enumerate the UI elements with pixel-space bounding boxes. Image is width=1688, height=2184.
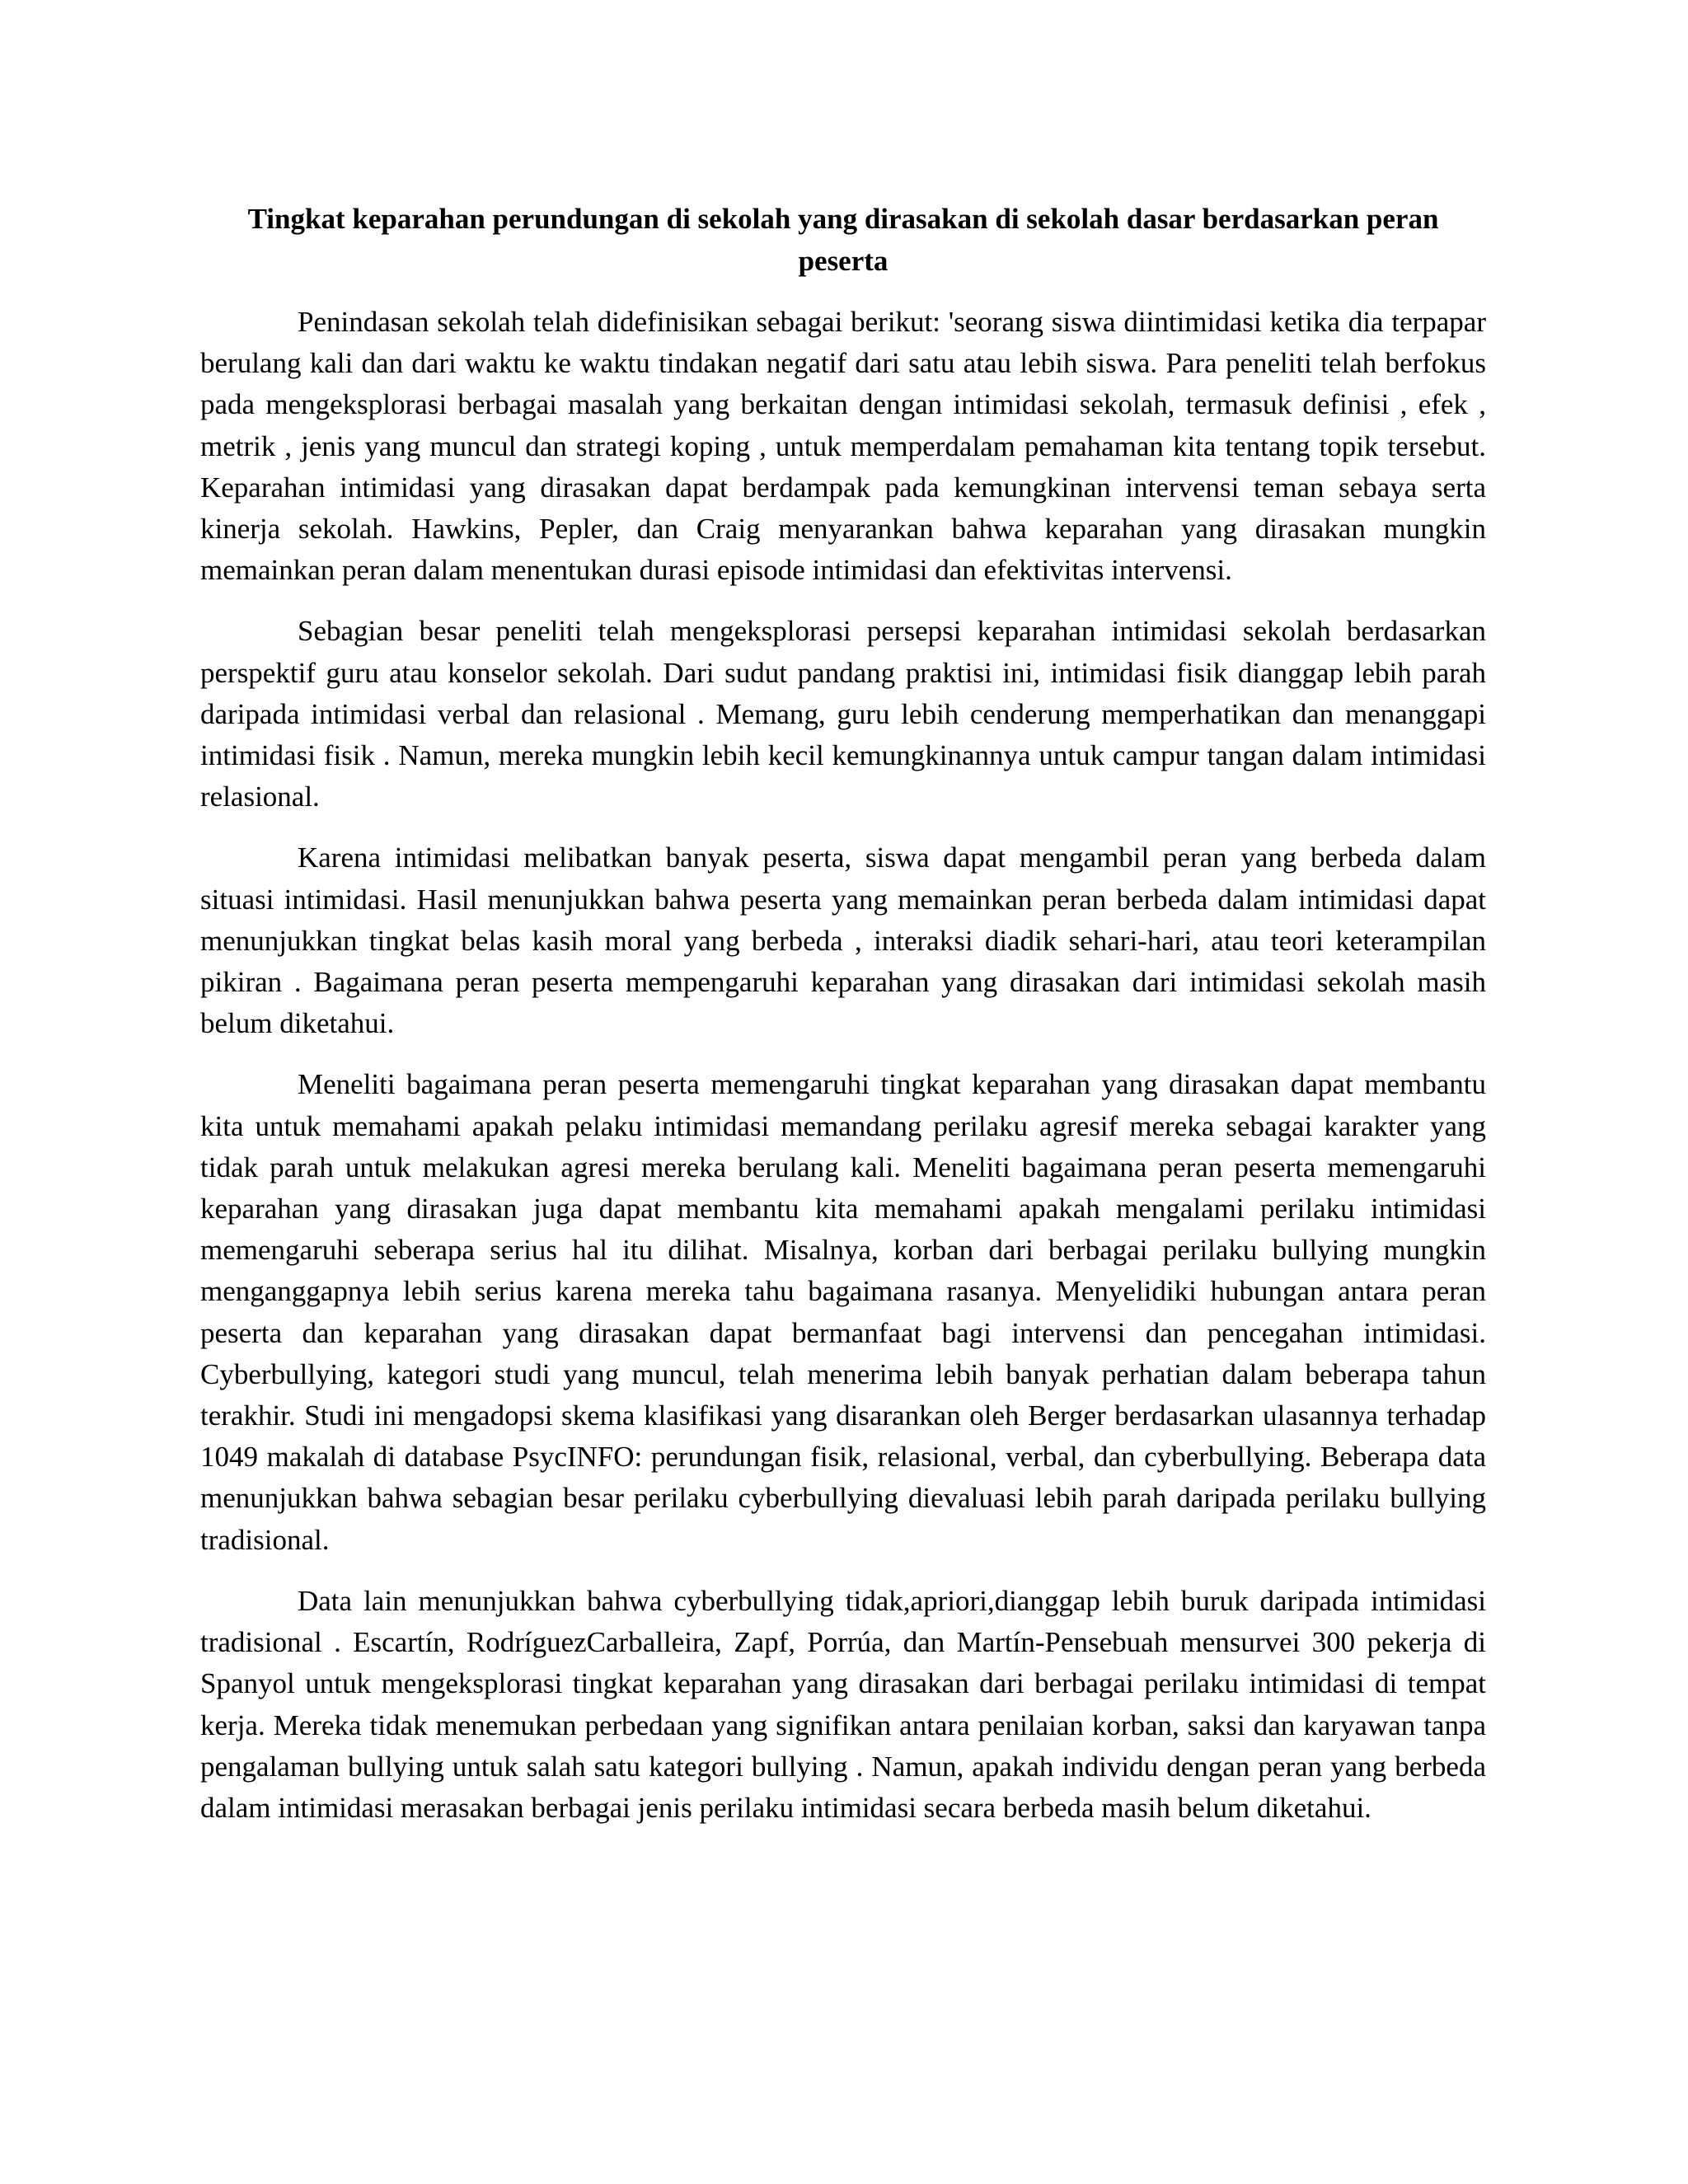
- paragraph-1: Penindasan sekolah telah didefinisikan sebagai berikut: 'seorang siswa diintimidasi ketika dia terpapar berulang kali dan dari waktu ke waktu tindakan negatif dari satu atau lebih siswa. Para peneliti telah berfokus pada mengeksplorasi berbagai masalah yang berkaitan dengan intimidasi sekolah, termasuk definisi , efek , metrik , jenis yang muncul dan strategi koping , untuk memperdalam pemahaman kita tentang topik tersebut. Keparahan intimidasi yang dirasakan dapat berdampak pada kemungkinan intervensi teman sebaya serta kinerja sekolah. Hawkins, Pepler, dan Craig menyarankan bahwa keparahan yang dirasakan mungkin memainkan peran dalam menentukan durasi episode intimidasi dan efektivitas intervensi.: [200, 306, 1486, 587]
- paragraph-3: Karena intimidasi melibatkan banyak peserta, siswa dapat mengambil peran yang berbeda dalam situasi intimidasi. Hasil menunjukkan bahwa peserta yang memainkan peran berbeda dalam intimidasi dapat menunjukkan tingkat belas kasih moral yang berbeda , interaksi diadik sehari-hari, atau teori keterampilan pikiran . Bagaimana peran peserta mempengaruhi keparahan yang dirasakan dari intimidasi sekolah masih belum diketahui.: [200, 841, 1486, 1040]
- document-body: [200, 198, 1486, 1849]
- paragraph-2: Sebagian besar peneliti telah mengeksplorasi persepsi keparahan intimidasi sekolah berdasarkan perspektif guru atau konselor sekolah. Dari sudut pandang praktisi ini, intimidasi fisik dianggap lebih parah daripada intimidasi verbal dan relasional . Memang, guru lebih cenderung memperhatikan dan menanggapi intimidasi fisik . Namun, mereka mungkin lebih kecil kemungkinannya untuk campur tangan dalam intimidasi relasional.: [200, 615, 1486, 813]
- paragraph-5: Data lain menunjukkan bahwa cyberbullying tidak,apriori,dianggap lebih buruk daripada intimidasi tradisional . Escartín, RodríguezCarballeira, Zapf, Porrúa, dan Martín-Pensebuah mensurvei 300 pekerja di Spanyol untuk mengeksplorasi tingkat keparahan yang dirasakan dari berbagai perilaku intimidasi di tempat kerja. Mereka tidak menemukan perbedaan yang signifikan antara penilaian korban, saksi dan karyawan tanpa pengalaman bullying untuk salah satu kategori bullying . Namun, apakah individu dengan peran yang berbeda dalam intimidasi merasakan berbagai jenis perilaku intimidasi secara berbeda masih belum diketahui.: [200, 1584, 1486, 1824]
- document-title: Tingkat keparahan perundungan di sekolah yang dirasakan di sekolah dasar berdasarkan peran peserta: [247, 203, 1439, 277]
- paragraph-4: Meneliti bagaimana peran peserta memengaruhi tingkat keparahan yang dirasakan dapat membantu kita untuk memahami apakah pelaku intimidasi memandang perilaku agresif mereka sebagai karakter yang tidak parah untuk melakukan agresi mereka berulang kali. Meneliti bagaimana peran peserta memengaruhi keparahan yang dirasakan juga dapat membantu kita memahami apakah mengalami perilaku intimidasi memengaruhi seberapa serius hal itu dilihat. Misalnya, korban dari berbagai perilaku bullying mungkin menganggapnya lebih serius karena mereka tahu bagaimana rasanya. Menyelidiki hubungan antara peran peserta dan keparahan yang dirasakan dapat bermanfaat bagi intervensi dan pencegahan intimidasi. Cyberbullying, kategori studi yang muncul, telah menerima lebih banyak perhatian dalam beberapa tahun terakhir. Studi ini mengadopsi skema klasifikasi yang disarankan oleh Berger berdasarkan ulasannya terhadap 1049 makalah di database PsycINFO: perundungan fisik, relasional, verbal, dan cyberbullying. Beberapa data menunjukkan bahwa sebagian besar perilaku cyberbullying dievaluasi lebih parah daripada perilaku bullying tradisional.: [200, 1068, 1486, 1556]
